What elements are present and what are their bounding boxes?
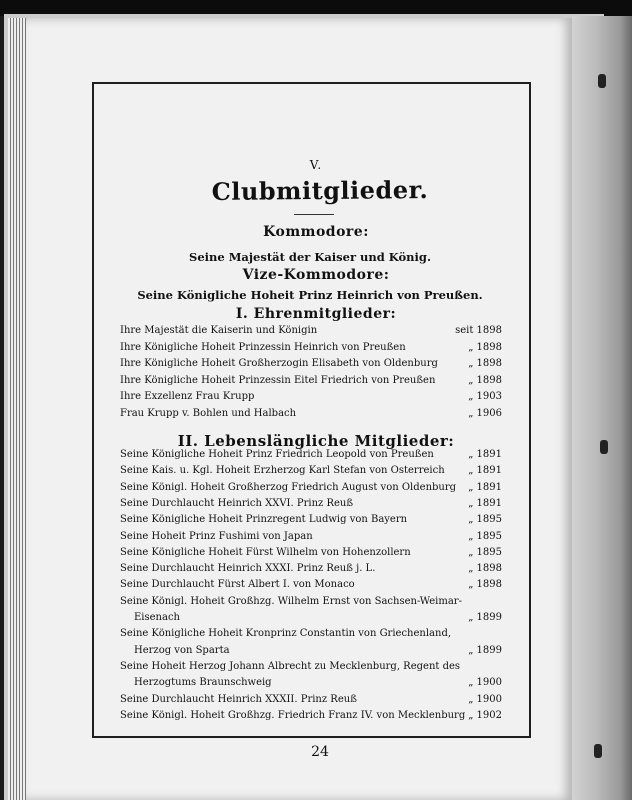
member-name: Seine Durchlaucht Heinrich XXVI. Prinz Reuß <box>120 497 354 509</box>
member-year: „ 1891 <box>468 449 502 460</box>
list-item <box>120 408 502 422</box>
member-name: Seine Hoheit Herzog Johann Albrecht zu Mecklenburg, Regent des <box>120 660 461 672</box>
member-year: „ 1899 <box>468 644 502 656</box>
title-rule <box>294 214 334 215</box>
member-name: Seine Königliche Hoheit Prinz Friedrich Leopold von Preußen <box>120 449 434 460</box>
list-item <box>120 482 502 496</box>
member-year: „ 1902 <box>468 709 502 721</box>
list-item <box>120 465 502 479</box>
list-item <box>120 449 502 463</box>
list-item <box>120 325 502 339</box>
edge-mark <box>594 744 602 758</box>
member-year: „ 1898 <box>468 374 502 386</box>
kommodore-heading: Kommodore: <box>263 224 369 240</box>
member-name: Herzogtums Braunschweig <box>134 677 272 689</box>
member-year: „ 1895 <box>468 546 502 558</box>
list-item <box>120 498 502 512</box>
list-item <box>134 645 502 659</box>
page-title: Clubmitglieder. <box>211 175 429 206</box>
member-name: Seine Kais. u. Kgl. Hoheit Erzherzog Karl Stefan von Österreich <box>120 465 445 477</box>
member-name: Seine Durchlaucht Fürst Albert I. von Monaco <box>120 579 355 591</box>
member-name: Seine Hoheit Prinz Fushimi von Japan <box>120 530 313 542</box>
page-number: 24 <box>311 744 329 760</box>
member-year: „ 1900 <box>468 693 502 705</box>
facing-page-edge <box>572 16 632 800</box>
member-year: „ 1895 <box>468 530 502 542</box>
list-item <box>120 342 502 356</box>
member-name: Eisenach <box>134 612 180 623</box>
list-item <box>120 358 502 372</box>
section-number: V. <box>309 158 323 172</box>
list-item <box>120 579 502 593</box>
member-year: „ 1899 <box>468 612 502 623</box>
member-name: Seine Königliche Hoheit Prinzregent Ludwig von Bayern <box>120 514 408 526</box>
member-year: „ 1900 <box>468 677 502 689</box>
list-item <box>120 531 502 545</box>
member-year: „ 1898 <box>468 563 502 575</box>
member-name: Seine Königl. Hoheit Großhzg. Friedrich Franz IV. von Mecklenburg <box>120 709 466 721</box>
member-year: „ 1906 <box>468 407 502 419</box>
list-item <box>120 391 502 405</box>
list-item <box>120 661 502 675</box>
list-item <box>120 694 502 708</box>
edge-mark <box>598 74 606 88</box>
member-name: Seine Königliche Hoheit Fürst Wilhelm von Hohenzollern <box>120 546 411 558</box>
member-year: seit 1898 <box>455 325 502 336</box>
member-year: „ 1898 <box>468 358 502 369</box>
list-item <box>120 628 502 642</box>
member-year: „ 1898 <box>468 579 502 591</box>
lebenslaengliche-heading: II. Lebenslängliche Mitglieder: <box>177 432 455 450</box>
member-name: Ihre Majestät die Kaiserin und Königin <box>120 325 318 336</box>
list-item <box>134 612 502 626</box>
member-name: Ihre Königliche Hoheit Prinzessin Heinrich von Preußen <box>120 341 406 353</box>
list-item <box>120 547 502 561</box>
member-year: „ 1891 <box>468 465 502 477</box>
member-year: „ 1898 <box>468 341 502 353</box>
list-item <box>134 677 502 691</box>
member-name: Seine Königliche Hoheit Kronprinz Constantin von Griechenland, <box>120 628 452 640</box>
member-year: „ 1891 <box>468 481 502 493</box>
member-name: Ihre Königliche Hoheit Prinzessin Eitel Friedrich von Preußen <box>120 374 436 386</box>
member-name: Seine Königl. Hoheit Großhzg. Wilhelm Ernst von Sachsen-Weimar- <box>120 595 462 607</box>
list-item <box>120 710 502 724</box>
kommodore-name: Seine Majestät der Kaiser und König. <box>189 250 431 264</box>
member-name: Frau Krupp v. Bohlen und Halbach <box>120 407 297 419</box>
vize-kommodore-name: Seine Königliche Hoheit Prinz Heinrich von Preußen. <box>137 288 483 302</box>
member-name: Ihre Exzellenz Frau Krupp <box>120 391 255 402</box>
list-item <box>120 375 502 389</box>
list-item <box>120 596 502 610</box>
member-name: Seine Durchlaucht Heinrich XXXI. Prinz Reuß j. L. <box>120 563 376 575</box>
member-year: „ 1891 <box>468 497 502 509</box>
member-year: „ 1903 <box>468 391 502 402</box>
member-name: Seine Königl. Hoheit Großherzog Friedrich August von Oldenburg <box>120 481 457 493</box>
list-item <box>120 563 502 577</box>
vize-kommodore-heading: Vize-Kommodore: <box>242 267 390 283</box>
member-name: Herzog von Sparta <box>134 644 230 656</box>
member-name: Seine Durchlaucht Heinrich XXXII. Prinz Reuß <box>120 693 357 705</box>
member-name: Ihre Königliche Hoheit Großherzogin Elisabeth von Oldenburg <box>120 358 438 369</box>
list-item <box>120 514 502 528</box>
ehrenmitglieder-heading: I. Ehrenmitglieder: <box>235 306 397 322</box>
member-year: „ 1895 <box>468 514 502 526</box>
